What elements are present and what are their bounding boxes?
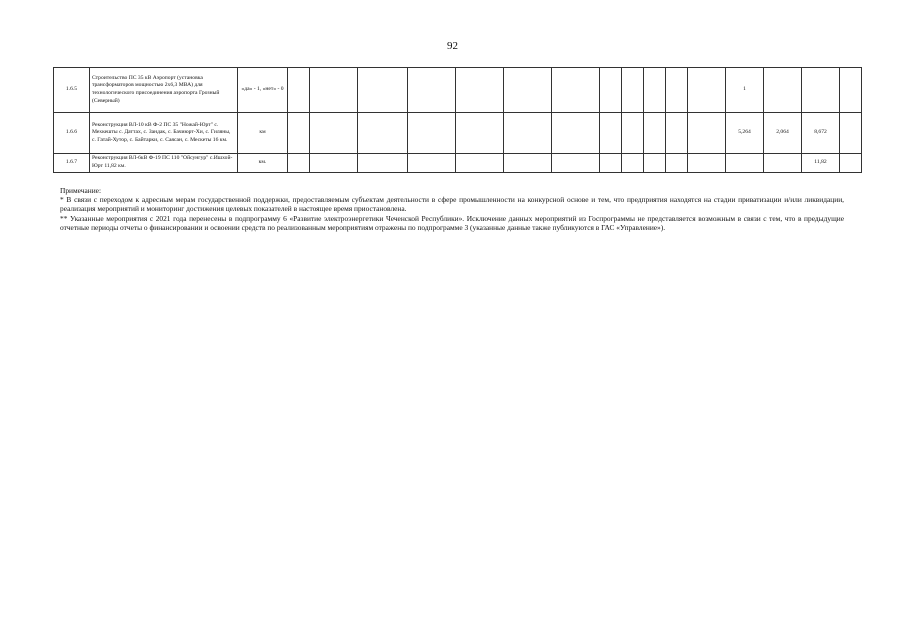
notes-heading: Примечание:	[60, 186, 102, 195]
measure-name: Реконструкция ВЛ-10 кВ Ф-2 ПС 35 "Ножай-Юрт" с. Мехкешты с. Даттах, с. Зандак, с. Бачиюрт-Хи, с. Гиляны, с. Гатай-Хутор, с. Байтарки, с. Саясан, с. Мескеты 16 км.	[90, 113, 238, 154]
row-number: 1.6.5	[54, 68, 90, 113]
measure-name: Строительство ПС 35 кВ Аэропорт (установка трансформаторов мощностью 2х6,3 МВА) для технологического присоединения аэропорта Грозный (Северный)	[90, 68, 238, 113]
value-cell	[726, 154, 764, 173]
value-cell	[310, 68, 358, 113]
value-cell	[644, 154, 666, 173]
table-row	[54, 113, 862, 154]
value-cell	[310, 113, 358, 154]
value-cell	[840, 154, 862, 173]
value-cell	[358, 113, 408, 154]
value-cell	[802, 68, 840, 113]
value-cell	[764, 154, 802, 173]
measure-name: Реконструкция ВЛ-6кВ Ф-19 ПС 110 "Ойсунгур" с.Ишхой-Юрт 11,82 км.	[90, 154, 238, 173]
value-cell	[504, 68, 552, 113]
value-cell: 2,064	[764, 113, 802, 154]
value-cell: 8,672	[802, 113, 840, 154]
unit-cell: км.	[238, 154, 288, 173]
value-cell	[600, 113, 622, 154]
value-cell	[408, 68, 456, 113]
notes-section	[60, 186, 844, 232]
value-cell	[840, 68, 862, 113]
value-cell	[288, 68, 310, 113]
value-cell	[622, 68, 644, 113]
value-cell	[288, 113, 310, 154]
measures-table	[53, 67, 862, 173]
value-cell: 5,264	[726, 113, 764, 154]
table-row	[54, 68, 862, 113]
table-row	[54, 154, 862, 173]
unit-cell: км	[238, 113, 288, 154]
value-cell: 11,82	[802, 154, 840, 173]
value-cell	[644, 68, 666, 113]
value-cell	[666, 113, 688, 154]
value-cell	[622, 154, 644, 173]
value-cell	[504, 154, 552, 173]
unit-cell: «да» - 1, «нет» - 0	[238, 68, 288, 113]
value-cell	[358, 68, 408, 113]
page-number: 92	[447, 40, 458, 52]
note-one: * В связи с переходом к адресным мерам государственной поддержки, предоставляемым субъектам деятельности в сфере промышленности на конкурсной основе и тем, что предприятия находятся на стадии приватизации и/или ликвидации, реализация мероприятий и мониторинг достижения целевых показателей в настоящее время приостановлена.	[60, 195, 844, 214]
note-two: ** Указанные мероприятия с 2021 года перенесены в подпрограмму 6 «Развитие электроэнергетики Чеченской Республики». Исключение данных мероприятий из Госпрограммы не представляется возможным в связи с тем, что в предыдущие отчетные периоды отчеты о финансировании и освоении средств по реализованным мероприятиям отражены по подпрограмме 3 (указанные данные также публикуются в ГАС «Управление»).	[60, 213, 844, 232]
row-number: 1.6.6	[54, 113, 90, 154]
value-cell	[600, 154, 622, 173]
value-cell	[688, 154, 726, 173]
value-cell	[456, 154, 504, 173]
value-cell	[552, 68, 600, 113]
value-cell	[840, 113, 862, 154]
value-cell	[688, 113, 726, 154]
value-cell	[552, 113, 600, 154]
value-cell: 1	[726, 68, 764, 113]
value-cell	[600, 68, 622, 113]
value-cell	[310, 154, 358, 173]
value-cell	[456, 113, 504, 154]
value-cell	[666, 68, 688, 113]
value-cell	[504, 113, 552, 154]
value-cell	[358, 154, 408, 173]
value-cell	[666, 154, 688, 173]
value-cell	[408, 154, 456, 173]
value-cell	[552, 154, 600, 173]
value-cell	[644, 113, 666, 154]
value-cell	[408, 113, 456, 154]
row-number: 1.6.7	[54, 154, 90, 173]
value-cell	[288, 154, 310, 173]
value-cell	[688, 68, 726, 113]
value-cell	[622, 113, 644, 154]
value-cell	[764, 68, 802, 113]
value-cell	[456, 68, 504, 113]
